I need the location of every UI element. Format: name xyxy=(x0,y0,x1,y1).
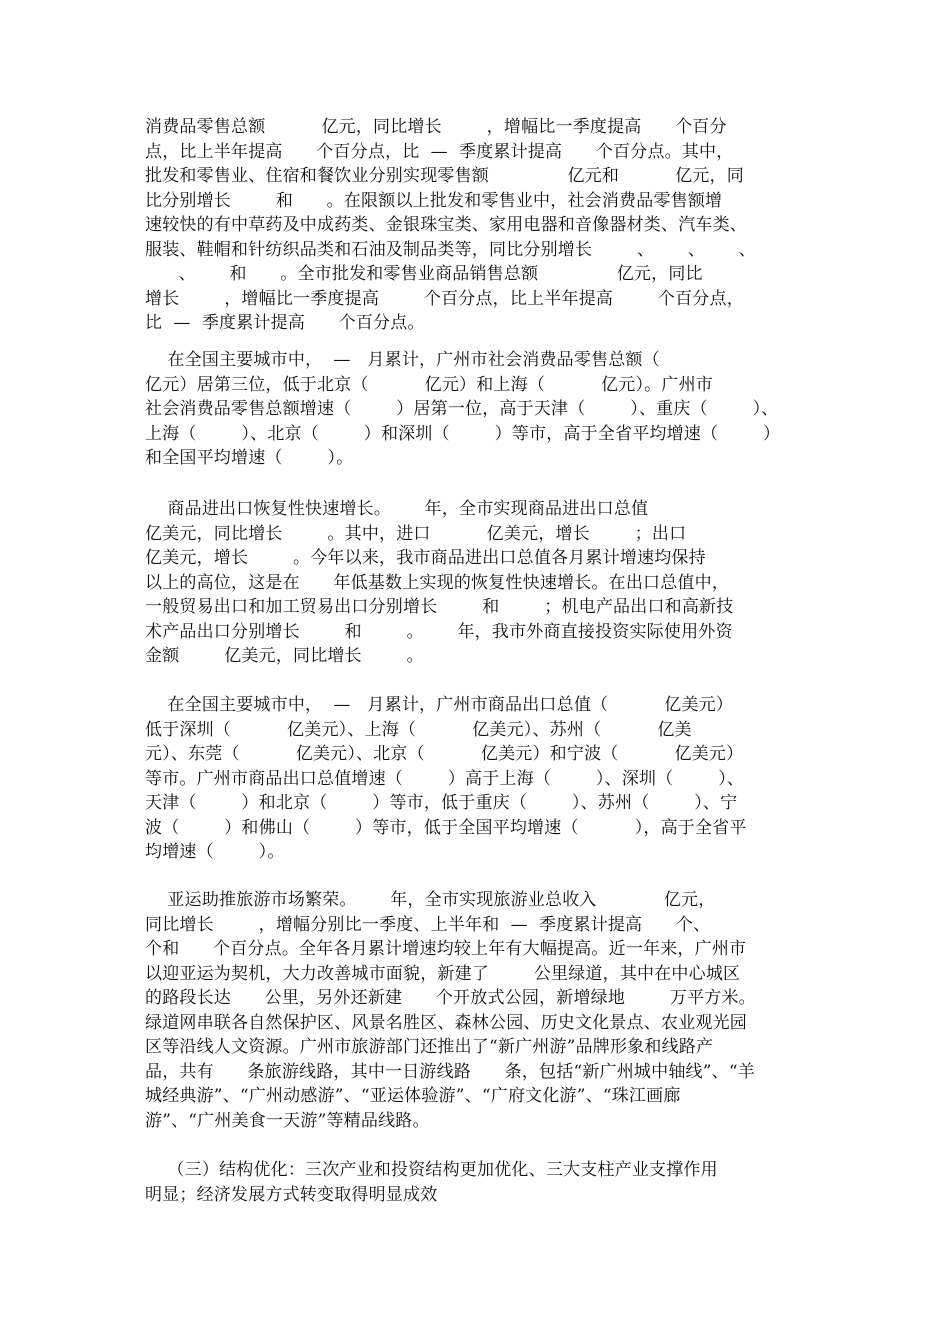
text-line: 增长 ，增幅比一季度提高 个百分点，比上半年提高 个百分点， xyxy=(145,288,744,309)
text-line: 一般贸易出口和加工贸易出口分别增长 和 ；机电产品出口和高新技 xyxy=(145,597,734,617)
text-line: 个和 个百分点。全年各月累计增速均较上年有大幅提高。近一年来，广州市 xyxy=(145,939,747,959)
text-line: 亿美元，增长 。今年以来，我市商品进出口总值各月累计增速均保持 xyxy=(145,548,706,568)
text-line: 明显；经济发展方式转变取得明显成效 xyxy=(145,1184,438,1205)
text-line: 等市。广州市商品出口总值增速（ ）高于上海（ ）、深圳（ ）、 xyxy=(145,768,745,789)
paragraph-retail-city-ranking xyxy=(145,348,810,471)
text-line: 在全国主要城市中， — 月累计，广州市商品出口总值（ 亿美元） xyxy=(145,695,734,715)
text-line: 比 — 季度累计提高 个百分点。 xyxy=(145,313,425,333)
text-line: 均增速（ ）。 xyxy=(145,842,285,862)
text-line: 比分别增长 和 。在限额以上批发和零售业中，社会消费品零售额增 xyxy=(145,190,723,211)
text-line: 亚运助推旅游市场繁荣。 年，全市实现旅游业总收入 亿元， xyxy=(145,890,716,910)
text-line: 波（ ）和佛山（ ）等市，低于全国平均增速（ ），高于全省平 xyxy=(145,817,747,838)
text-line: （三）结构优化：三次产业和投资结构更加优化、三大支柱产业支撑作用 xyxy=(145,1160,718,1180)
text-line: 消费品零售总额 亿元，同比增长 ，增幅比一季度提高 个百分 xyxy=(145,117,727,137)
text-line: 天津（ ）和北京（ ）等市，低于重庆（ ）、苏州（ ）、宁 xyxy=(145,793,738,813)
paragraph-export-city-ranking xyxy=(145,693,810,865)
section-heading-structure-optimization xyxy=(145,1158,810,1207)
text-line: 社会消费品零售总额增速（ ）居第一位，高于天津（ ）、重庆（ ）、 xyxy=(145,399,779,419)
text-line: 和全国平均增速（ ）。 xyxy=(145,448,354,468)
text-line: 服装、鞋帽和针纺织品类和石油及制品类等，同比分别增长 、 、 、 xyxy=(145,239,756,260)
text-line: 术产品出口分别增长 和 。 年，我市外商直接投资实际使用外资 xyxy=(145,621,733,642)
text-line: 同比增长 ，增幅分别比一季度、上半年和 — 季度累计提高 个、 xyxy=(145,914,711,935)
paragraph-import-export xyxy=(145,497,810,669)
text-line: 、 和 。全市批发和零售业商品销售总额 亿元，同比 xyxy=(145,264,703,284)
text-line: 速较快的有中草药及中成药类、金银珠宝类、家用电器和音像器材类、汽车类、 xyxy=(145,215,747,235)
text-line: 元）、东莞（ 亿美元）、北京（ 亿美元）和宁波（ 亿美元） xyxy=(145,744,744,764)
text-line: 亿美元，同比增长 。其中，进口 亿美元，增长 ；出口 xyxy=(145,523,687,544)
text-line: 品，共有 条旅游线路，其中一日游线路 条，包括“新广州城中轴线”、“羊 xyxy=(145,1061,755,1082)
text-line: 城经典游”、“广州动感游”、“亚运体验游”、“广府文化游”、“珠江画廊 xyxy=(145,1086,681,1106)
text-line: 游”、“广州美食一天游”等精品线路。 xyxy=(145,1110,430,1131)
text-line: 绿道网串联各自然保护区、风景名胜区、森林公园、历史文化景点、农业观光园 xyxy=(145,1012,747,1033)
text-line: 在全国主要城市中， — 月累计，广州市社会消费品零售总额（ xyxy=(145,350,660,370)
text-line: 上海（ ）、北京（ ）和深圳（ ）等市，高于全省平均增速（ ） xyxy=(145,423,781,444)
text-line: 金额 亿美元，同比增长 。 xyxy=(145,646,424,666)
paragraph-tourism xyxy=(145,888,810,1133)
text-line: 的路段长达 公里，另外还新建 个开放式公园，新增绿地 万平方米。 xyxy=(145,988,756,1008)
text-line: 商品进出口恢复性快速增长。 年，全市实现商品进出口总值 xyxy=(145,499,649,519)
text-line: 批发和零售业、住宿和餐饮业分别实现零售额 亿元和 亿元，同 xyxy=(145,166,744,186)
text-line: 低于深圳（ 亿美元）、上海（ 亿美元）、苏州（ 亿美 xyxy=(145,719,692,740)
paragraph-retail-sales xyxy=(145,115,810,336)
text-line: 区等沿线人文资源。广州市旅游部门还推出了“新广州游”品牌形象和线路产 xyxy=(145,1037,714,1057)
text-line: 点，比上半年提高 个百分点，比 — 季度累计提高 个百分点。其中， xyxy=(145,141,734,162)
text-line: 以上的高位，这是在 年低基数上实现的恢复性快速增长。在出口总值中， xyxy=(145,572,730,593)
text-line: 亿元）居第三位，低于北京（ 亿元）和上海（ 亿元）。广州市 xyxy=(145,374,713,395)
text-line: 以迎亚运为契机，大力改善城市面貌，新建了 公里绿道，其中在中心城区 xyxy=(145,963,741,984)
